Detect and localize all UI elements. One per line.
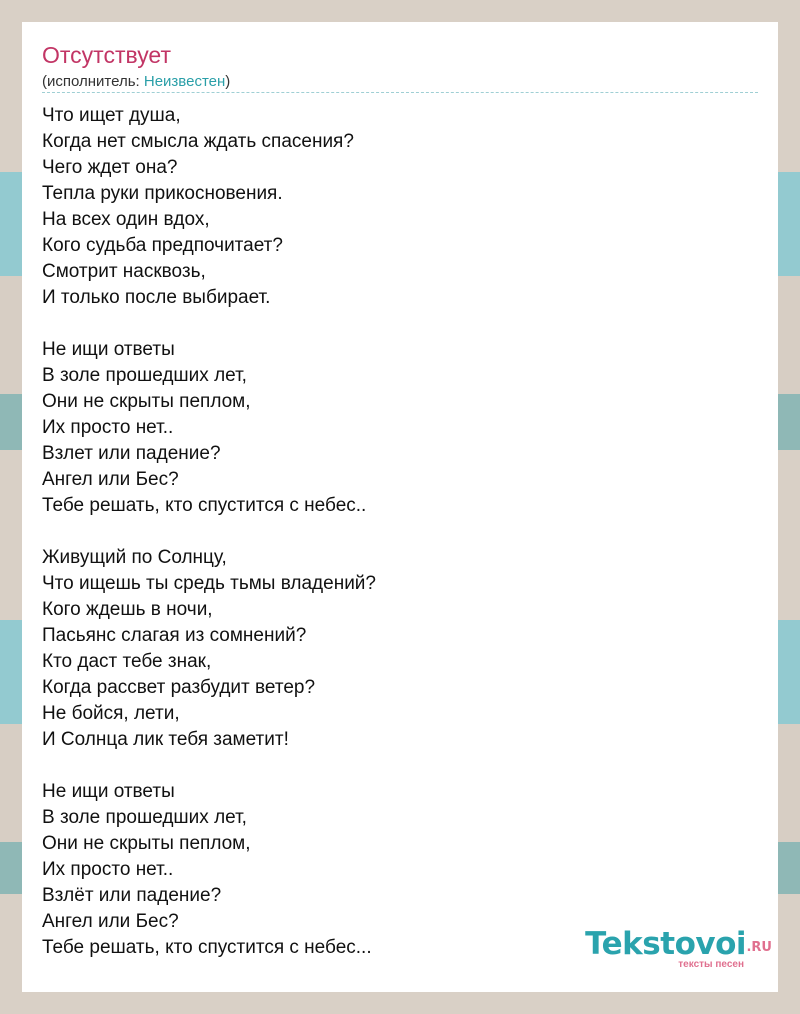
lyric-line: Тебе решать, кто спустится с небес..	[42, 495, 367, 516]
lyric-line: В золе прошедших лет,	[42, 807, 247, 828]
lyric-line: Тепла руки прикосновения.	[42, 183, 283, 204]
lyric-line: Смотрит насквозь,	[42, 261, 206, 282]
song-title: Отсутствует	[42, 42, 171, 68]
lyrics-card	[22, 22, 778, 992]
lyric-line: Взлет или падение?	[42, 443, 221, 464]
divider	[42, 92, 758, 93]
artist-prefix: (исполнитель:	[42, 73, 144, 90]
lyric-line: Их просто нет..	[42, 859, 174, 880]
lyric-line: Когда нет смысла ждать спасения?	[42, 131, 354, 152]
lyric-line: Не бойся, лети,	[42, 703, 180, 724]
logo-wordmark: Tekstovoi	[585, 926, 746, 962]
logo-tagline: тексты песен	[678, 959, 744, 970]
logo-tld: .RU	[746, 940, 772, 955]
verse	[42, 337, 742, 519]
lyric-line: Кого судьба предпочитает?	[42, 235, 283, 256]
lyric-line: В золе прошедших лет,	[42, 365, 247, 386]
lyric-line: На всех один вдох,	[42, 209, 210, 230]
lyric-line: Когда рассвет разбудит ветер?	[42, 677, 316, 698]
lyric-line: Что ищет душа,	[42, 105, 181, 126]
lyric-line: Их просто нет..	[42, 417, 174, 438]
lyric-line: Живущий по Солнцу,	[42, 547, 227, 568]
lyrics-text	[42, 103, 742, 961]
lyric-line: Ангел или Бес?	[42, 911, 179, 932]
site-logo[interactable]	[562, 926, 772, 970]
lyric-line: Не ищи ответы	[42, 781, 175, 802]
lyric-line: И Солнца лик тебя заметит!	[42, 729, 289, 750]
lyric-line: Кого ждешь в ночи,	[42, 599, 213, 620]
artist-link[interactable]: Неизвестен	[143, 73, 226, 90]
artist-line	[42, 73, 230, 90]
lyric-line: Ангел или Бес?	[42, 469, 179, 490]
lyric-line: Тебе решать, кто спустится с небес...	[42, 937, 372, 958]
lyric-line: Кто даст тебе знак,	[42, 651, 212, 672]
lyric-line: Они не скрыты пеплом,	[42, 833, 251, 854]
lyric-line: Взлёт или падение?	[42, 885, 222, 906]
lyric-line: Что ищешь ты средь тьмы владений?	[42, 573, 376, 594]
artist-suffix: )	[225, 73, 231, 90]
lyric-line: И только после выбирает.	[42, 287, 271, 308]
verse	[42, 103, 742, 311]
lyric-line: Не ищи ответы	[42, 339, 175, 360]
verse	[42, 545, 742, 753]
lyric-line: Они не скрыты пеплом,	[42, 391, 251, 412]
lyric-line: Чего ждет она?	[42, 157, 178, 178]
lyric-line: Пасьянс слагая из сомнений?	[42, 625, 307, 646]
